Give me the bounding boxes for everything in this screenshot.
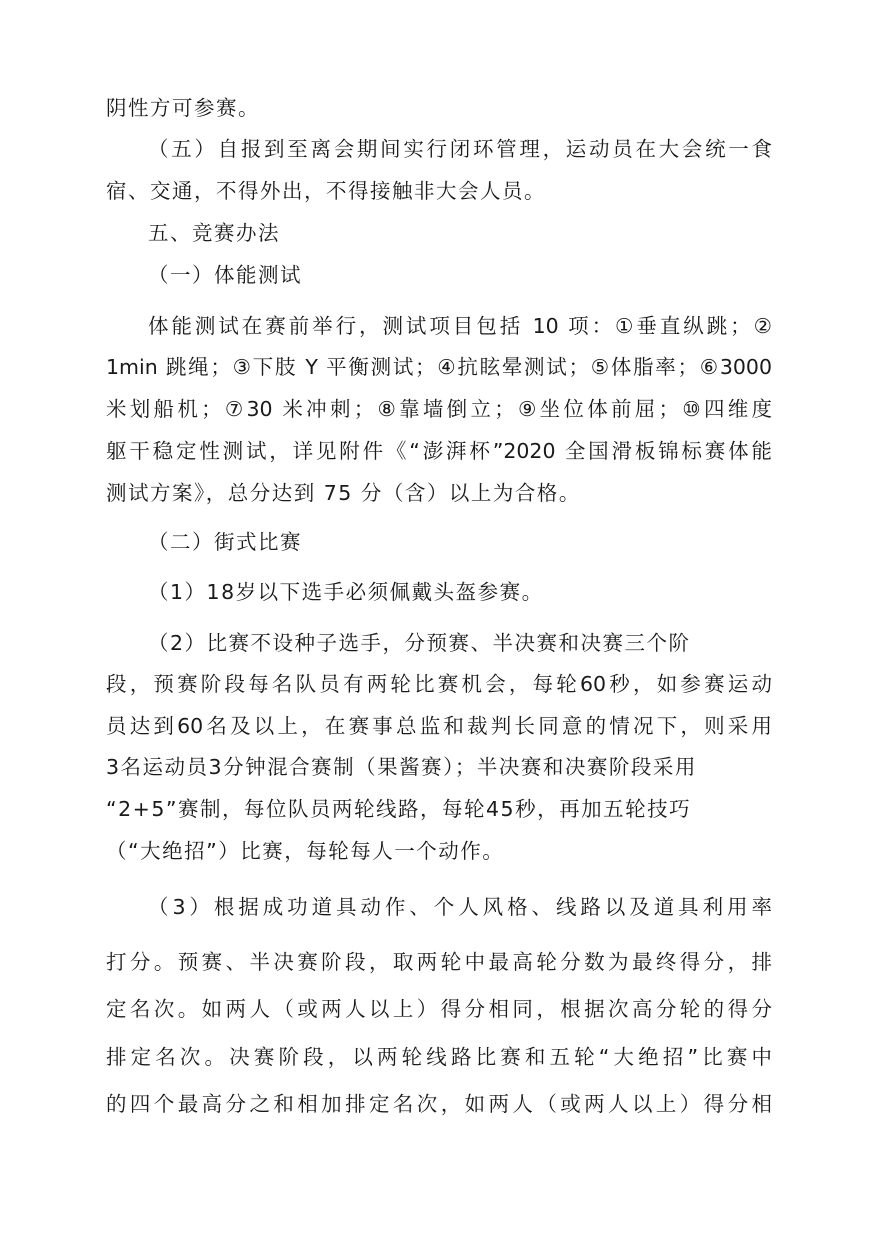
text-line: 躯干稳定性测试，详见附件《“澎湃杯”2020 全国滑板锦标赛体能 xyxy=(106,439,772,463)
text-line: “2+5”赛制，每位队员两轮线路，每轮45秒，再加五轮技巧 xyxy=(106,797,692,821)
text-line: 米划船机；⑦30 米冲刺；⑧靠墙倒立；⑨坐位体前屈；⑩四维度 xyxy=(106,397,772,421)
text-line: 段，预赛阶段每名队员有两轮比赛机会，每轮60秒，如参赛运动 xyxy=(106,672,772,696)
text-line: （2）比赛不设种子选手，分预赛、半决赛和决赛三个阶 xyxy=(148,631,691,655)
text-line: 宿、交通，不得外出，不得接触非大会人员。 xyxy=(106,179,546,203)
text-line: 员达到60名及以上，在赛事总监和裁判长同意的情况下，则采用 xyxy=(106,714,772,738)
text-line: 测试方案》，总分达到 75 分（含）以上为合格。 xyxy=(106,481,581,505)
text-line: 的四个最高分之和相加排定名次，如两人（或两人以上）得分相 xyxy=(106,1092,772,1116)
text-line: （1）18岁以下选手必须佩戴头盔参赛。 xyxy=(148,580,544,604)
text-line: （五）自报到至离会期间实行闭环管理，运动员在大会统一食 xyxy=(148,137,772,161)
text-line: 3名运动员3分钟混合赛制（果酱赛）；半决赛和决赛阶段采用 xyxy=(106,755,697,779)
text-line: 阴性方可参赛。 xyxy=(106,96,260,120)
text-line: （3）根据成功道具动作、个人风格、线路以及道具利用率 xyxy=(148,895,772,919)
text-line: 1min 跳绳；③下肢 Y 平衡测试；④抗眩晕测试；⑤体脂率；⑥3000 xyxy=(106,355,772,379)
text-line: 定名次。如两人（或两人以上）得分相同，根据次高分轮的得分 xyxy=(106,997,772,1021)
text-line: （“大绝招”）比赛，每轮每人一个动作。 xyxy=(106,839,505,863)
text-line: 排定名次。决赛阶段，以两轮线路比赛和五轮“大绝招”比赛中 xyxy=(106,1045,772,1069)
subsection-heading: （一）体能测试 xyxy=(148,263,302,287)
subsection-heading: （二）街式比赛 xyxy=(148,530,302,554)
text-line: 打分。预赛、半决赛阶段，取两轮中最高轮分数为最终得分，排 xyxy=(106,950,772,974)
section-heading: 五、竞赛办法 xyxy=(148,221,280,245)
text-line: 体能测试在赛前举行，测试项目包括 10 项：①垂直纵跳；② xyxy=(148,314,772,338)
